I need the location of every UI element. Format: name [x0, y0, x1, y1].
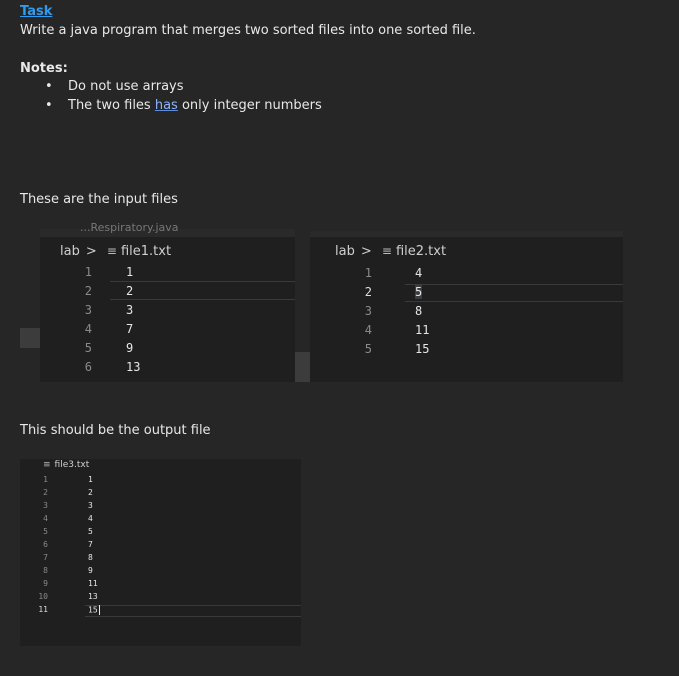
breadcrumb	[60, 244, 171, 259]
task-description: Write a java program that merges two sorted files into one sorted file.	[20, 23, 476, 38]
note-text: Do not use arrays	[68, 79, 184, 94]
code-line[interactable]	[88, 605, 100, 615]
current-line-highlight	[85, 605, 301, 617]
side-panel-fragment	[20, 328, 40, 348]
code-line[interactable]: 11	[415, 323, 430, 337]
notes-heading: Notes:	[20, 61, 68, 76]
line-number: 1	[364, 266, 372, 280]
line-number: 4	[364, 323, 372, 337]
line-number: 6	[43, 540, 48, 549]
code-line[interactable]: 8	[415, 304, 423, 318]
code-line[interactable]: 5	[415, 285, 423, 299]
breadcrumb-separator: >	[360, 244, 372, 259]
line-number: 3	[43, 501, 48, 510]
breadcrumb-folder[interactable]: lab	[60, 244, 80, 259]
line-number: 2	[84, 284, 92, 298]
bullet-icon: •	[45, 98, 53, 113]
code-line[interactable]: 4	[415, 266, 423, 280]
breadcrumb-separator: >	[85, 244, 97, 259]
breadcrumb-filename[interactable]: file3.txt	[54, 460, 90, 470]
breadcrumb-filename[interactable]: file2.txt	[395, 244, 447, 259]
tab-label[interactable]: ...Respiratory.java	[80, 221, 179, 234]
code-line[interactable]: 4	[88, 514, 93, 523]
breadcrumb	[43, 460, 89, 470]
code-line[interactable]: 2	[126, 284, 134, 298]
line-number: 7	[43, 553, 48, 562]
side-panel-fragment	[295, 352, 310, 382]
line-number: 4	[84, 322, 92, 336]
line-number: 2	[43, 488, 48, 497]
output-file-label: This should be the output file	[20, 423, 211, 438]
note-text: The two files	[68, 98, 155, 113]
code-line[interactable]: 3	[126, 303, 134, 317]
breadcrumb-folder[interactable]: lab	[335, 244, 355, 259]
code-line[interactable]: 1	[126, 265, 134, 279]
line-number: 10	[38, 592, 48, 601]
spell-check-word[interactable]: has	[154, 98, 178, 113]
line-number: 11	[38, 605, 48, 614]
line-number: 3	[84, 303, 92, 317]
current-line-highlight	[405, 284, 623, 302]
code-line[interactable]: 7	[126, 322, 134, 336]
line-number: 3	[364, 304, 372, 318]
code-line[interactable]: 1	[88, 475, 93, 484]
line-number: 1	[84, 265, 92, 279]
line-number: 1	[43, 475, 48, 484]
code-line[interactable]: 2	[88, 488, 93, 497]
file3-editor[interactable]	[20, 459, 301, 646]
code-line[interactable]: 13	[88, 592, 98, 601]
breadcrumb	[335, 244, 446, 259]
note-item	[45, 98, 322, 113]
tab-strip	[310, 231, 623, 237]
code-line[interactable]: 15	[415, 342, 430, 356]
line-number: 5	[364, 342, 372, 356]
line-number: 9	[43, 579, 48, 588]
code-line[interactable]: 13	[126, 360, 141, 374]
note-item	[45, 79, 184, 94]
file1-editor[interactable]	[40, 221, 295, 382]
line-number: 8	[43, 566, 48, 575]
tab-strip	[40, 221, 295, 237]
text-cursor	[99, 605, 100, 615]
current-line-highlight	[110, 281, 295, 300]
line-number: 4	[43, 514, 48, 523]
code-line-text: 15	[88, 605, 98, 615]
line-number: 2	[364, 285, 372, 299]
line-number: 5	[84, 341, 92, 355]
code-line[interactable]: 11	[88, 579, 98, 588]
task-heading[interactable]: Task	[20, 4, 53, 19]
file-lines-icon: ≡	[106, 244, 117, 258]
file-lines-icon: ≡	[381, 244, 392, 258]
code-line[interactable]: 3	[88, 501, 93, 510]
breadcrumb-filename[interactable]: file1.txt	[120, 244, 172, 259]
file-lines-icon: ≡	[43, 460, 51, 470]
note-text: only integer numbers	[177, 98, 322, 113]
code-line[interactable]: 5	[88, 527, 93, 536]
line-number: 5	[43, 527, 48, 536]
code-line[interactable]: 7	[88, 540, 93, 549]
bullet-icon: •	[45, 79, 53, 94]
input-files-label: These are the input files	[20, 192, 178, 207]
file2-editor[interactable]	[310, 231, 623, 382]
code-line[interactable]: 8	[88, 553, 93, 562]
code-line[interactable]: 9	[126, 341, 134, 355]
line-number: 6	[84, 360, 92, 374]
code-line[interactable]: 9	[88, 566, 93, 575]
